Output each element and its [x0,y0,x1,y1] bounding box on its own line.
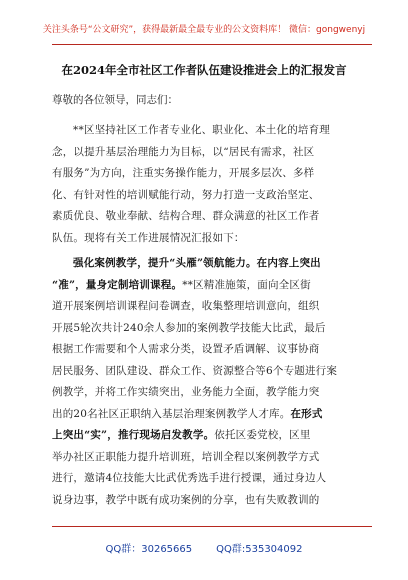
paragraph-line [52,275,362,297]
paragraph-line: 有服务”为方向，注重实务操作能力，开展多层次、多样 [52,167,315,179]
subheading-text: 上突出“实”，推行现场启发教学。 [52,429,215,441]
paragraph-line: 说身边事，教学中既有成功案例的分享，也有失败教训的 [52,493,320,506]
paragraph-line: 念，以提升基层治理能力为目标，以“居民有需求，社区 [52,145,315,158]
footer-qq-group-2: QQ群:535304092 [216,544,303,555]
paragraph-line: **区坚持社区工作者专业化、职业化、本土化的培育理 [73,124,330,136]
paragraph-line: 队伍。现将有关工作进展情况汇报如下： [52,231,245,244]
body-text: 依托区委党校，区里 [214,429,311,441]
paragraph-line: 道开展案例培训课程问卷调查，收集整理培训意向，组织 [52,300,320,312]
paragraph-line: 化、有针对性的培训赋能行动，努力打造一支政治坚定、 [52,188,320,201]
section-heading: 强化案例教学，提升“头雁”领航能力。在内容上突出 [73,257,321,269]
paragraph-line: 例教学，并将工作实绩突出，业务能力全面，教学能力突 [52,386,320,398]
header-divider [52,44,372,45]
document-body [52,120,362,511]
paragraph-line: 素质优良、敬业奉献、结构合理、群众满意的社区工作者 [52,210,320,222]
paragraph-line: 根据工作需要和个人需求分类，设置矛盾调解、议事协商 [52,343,320,355]
paragraph-line [52,404,362,426]
footer-divider [52,526,372,527]
paragraph-line [52,425,362,447]
paragraph-line: 举办社区正职能力提升培训班，培训全程以案例教学方式 [52,450,320,463]
subheading-text: 在形式 [290,407,323,420]
footer [0,540,408,555]
paragraph-line: 开展5轮次共计240余人参加的案例教学技能大比武，最后 [52,321,326,334]
body-text: 出的20名社区正职纳入基层治理案例教学人才库。 [52,407,291,420]
paragraph-line: 居民服务、团队建设、群众工作、资源整合等6个专题进行案 [52,364,338,377]
body-text: **区精准施策，面向全区街 [182,278,311,291]
subheading-text: “准”，量身定制培训课程。 [52,278,183,291]
footer-qq-group-1: QQ群：30265665 [105,544,193,555]
header-banner: 关注头条号“公文研究”，获得最新最全最专业的公文资料库！ 微信：gongwenyj [42,25,366,35]
paragraph-line: 进行，邀请4位技能大比武优秀选手进行授课，通过身边人 [52,472,327,484]
section-heading-line [52,253,362,275]
salutation: 尊敬的各位领导，同志们： [52,94,178,106]
document-title: 在2024年全市社区工作者队伍建设推进会上的汇报发言 [61,63,347,77]
